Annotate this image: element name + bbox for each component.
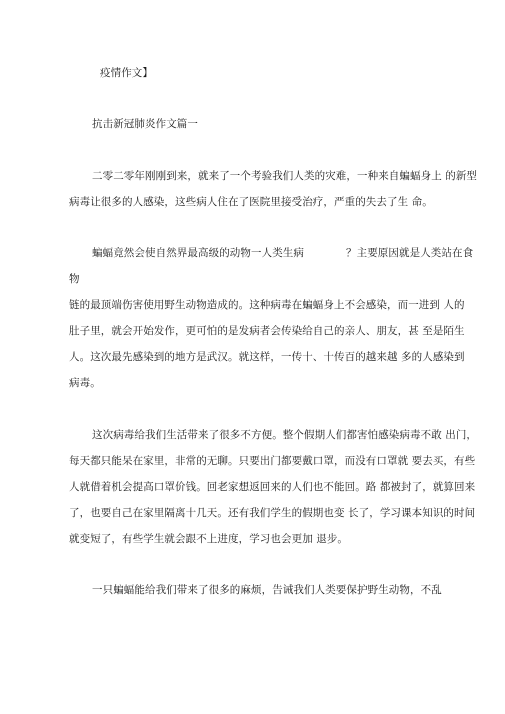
paragraph-line: 病毒让很多的人感染，这些病人住在了医院里接受治疗，严重的失去了生 命。 bbox=[69, 196, 433, 208]
paragraph-line: 蝙蝠竟然会使自然界最高级的动物一人类生病 bbox=[92, 247, 304, 259]
paragraph-line: 病毒。 bbox=[69, 377, 101, 389]
document-title: 抗击新冠肺炎作文篇一 bbox=[92, 118, 198, 130]
paragraph-line: 一只蝙蝠能给我们带来了很多的麻烦，告诫我们人类要保护野生动物，不乱 bbox=[92, 584, 442, 596]
paragraph-line: 这次病毒给我们生活带来了很多不方便。整个假期人们都害怕感染病毒不敢 出门， bbox=[92, 429, 478, 441]
document-header: 疫情作文】 bbox=[100, 67, 153, 79]
paragraph-line: 每天都只能呆在家里，非常的无聊。只要出门都要戴口罩，而没有口罩就 要去买，有些 bbox=[69, 455, 476, 467]
paragraph-line: 二零二零年刚刚到来，就来了一个考验我们人类的灾难，一种来自蝙蝠身上 的新型 bbox=[92, 170, 478, 182]
paragraph-line: 了，也要自己在家里隔离十几天。还有我们学生的假期也变 长了，学习课本知识的时间 bbox=[69, 507, 476, 519]
paragraph-line: 人。这次最先感染到的地方是武汉。就这样，一传十、十传百的越来越 多的人感染到 bbox=[69, 351, 465, 363]
paragraph-line: 就变短了，有些学生就会跟不上进度，学习也会更加 退步。 bbox=[69, 533, 349, 545]
paragraph-line: 人就借着机会提高口罩价钱。回老家想返回来的人们也不能回。路 都被封了，就算回来 bbox=[69, 481, 476, 493]
paragraph-line: 肚子里，就会开始发作，更可怕的是发病者会传染给自己的亲人、朋友，甚 至是陌生 bbox=[69, 325, 465, 337]
paragraph-line: ？主要原因就是人类站在食 bbox=[346, 247, 474, 259]
paragraph-line: 物 bbox=[69, 273, 80, 285]
paragraph-line: 链的最顶端伤害使用野生动物造成的。这种病毒在蝙蝠身上不会感染，而一进到 人的 bbox=[69, 299, 465, 311]
